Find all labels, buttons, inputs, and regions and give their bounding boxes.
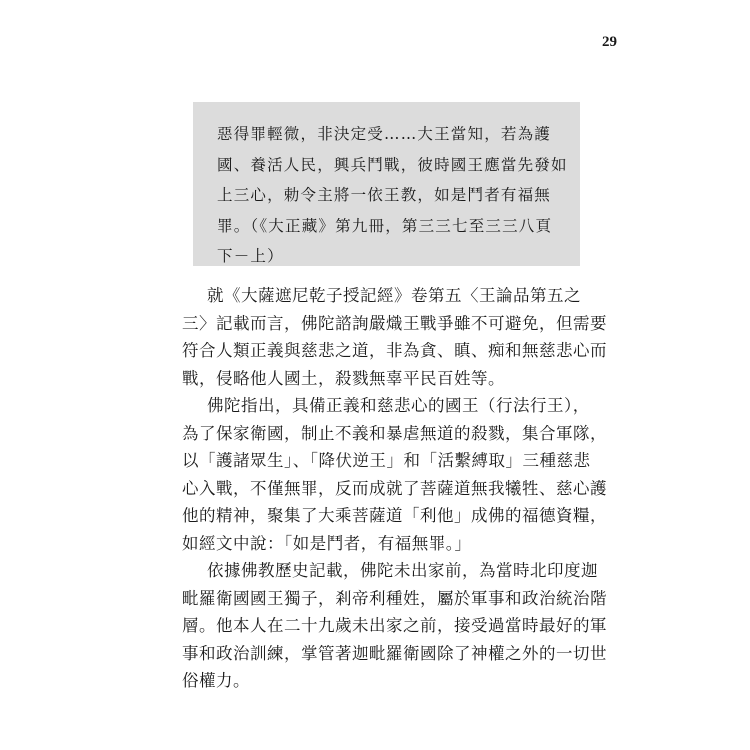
paragraph-line: 三〉記載而言，佛陀諮詢嚴熾王戰爭雖不可避免，但需要: [182, 313, 607, 333]
body-text: [182, 282, 607, 695]
paragraph-line: 俗權力。: [182, 671, 250, 690]
paragraph-line: 心入戰，不僅無罪，反而成就了菩薩道無我犧牲、慈心護: [182, 478, 607, 498]
quote-line: 上三心，勅令主將一依王教，如是鬥者有福無: [217, 186, 552, 205]
paragraph-line: 佛陀指出，具備正義和慈悲心的國王（行法行王），: [207, 396, 590, 415]
paragraph-line: 他的精神，聚集了大乘菩薩道「利他」成佛的福德資糧，: [182, 506, 607, 525]
quote-line: 惡得罪輕微，非決定受……大王當知，若為護: [217, 125, 552, 143]
paragraph-line: 以「護諸眾生」、「降伏逆王」和「活繫縛取」三種慈悲: [182, 451, 591, 470]
paragraph-line: 毗羅衛國國王獨子，剎帝利種姓，屬於軍事和政治統治階: [182, 588, 607, 608]
paragraph-line: 就《大薩遮尼乾子授記經》卷第五〈王論品第五之: [207, 286, 581, 305]
quote-line: 下－上）: [217, 247, 284, 266]
page-number: 29: [602, 34, 617, 50]
quote-line: 罪。（《大正藏》第九冊，第三三七至三三八頁: [217, 216, 553, 235]
paragraph-line: 事和政治訓練，掌管著迦毗羅衛國除了神權之外的一切世: [182, 643, 607, 663]
scripture-quote-block: [193, 102, 580, 266]
quote-line: 國、養活人民，興兵鬥戰，彼時國王應當先發如: [217, 155, 568, 174]
paragraph-line: 符合人類正義與慈悲之道，非為貪、瞋、痴和無慈悲心而: [182, 341, 607, 360]
paragraph-line: 戰，侵略他人國土，殺戮無辜平民百姓等。: [182, 368, 505, 388]
paragraph-line: 如經文中說：「如是鬥者，有福無罪。」: [182, 533, 472, 553]
paragraph-line: 依據佛教歷史記載，佛陀未出家前，為當時北印度迦: [207, 561, 598, 580]
paragraph-line: 層。他本人在二十九歲未出家之前，接受過當時最好的軍: [182, 616, 607, 635]
paragraph-line: 為了保家衛國，制止不義和暴虐無道的殺戮，集合軍隊，: [182, 423, 607, 443]
